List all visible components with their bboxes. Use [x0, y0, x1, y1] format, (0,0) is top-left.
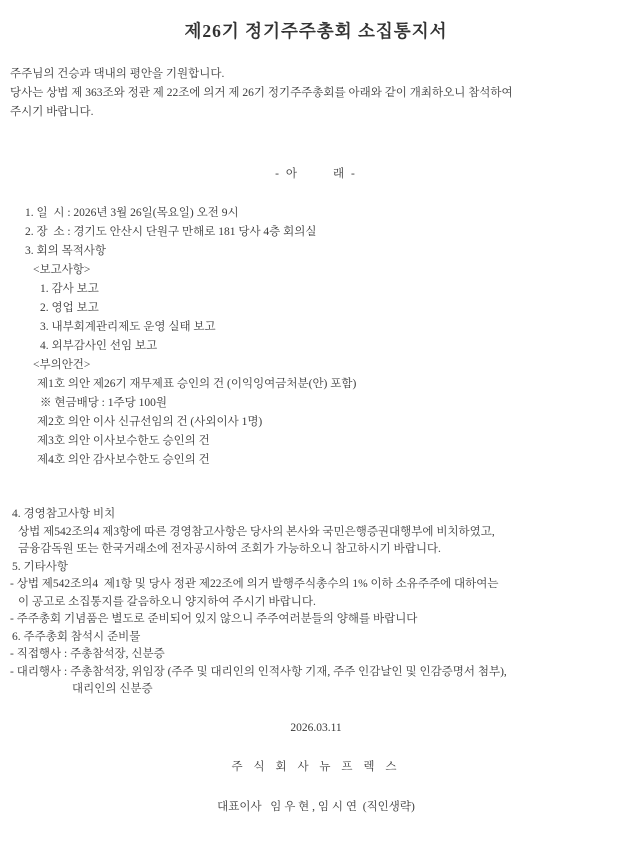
notice6-line-3: 대리인의 신분증: [72, 683, 153, 695]
notice5-line-3: - 주주총회 기념품은 별도로 준비되어 있지 않으니 주주여러분들의 양해를 바랍니다: [10, 613, 418, 625]
notices-section: [0, 506, 632, 699]
greeting-line-3: 주시기 바랍니다.: [10, 106, 94, 118]
greeting-line-2: 당사는 상법 제 363조와 정관 제 22조에 의거 제 26기 정기주주총회를 아래와 같이 개최하오니 참석하여: [10, 87, 513, 99]
notice5-line-2: 이 공고로 소집통지를 갈음하오니 양지하여 주시기 바랍니다.: [18, 595, 316, 608]
proposal-dividend-note: ※ 현금배당 : 1주당 100원: [40, 397, 167, 409]
report-section-header: <보고사항>: [33, 264, 91, 276]
report-item-business: 2. 영업 보고: [40, 302, 99, 314]
agenda-place: 2. 장 소 : 경기도 안산시 단원구 만해로 181 당사 4층 회의실: [25, 226, 317, 238]
proposal-item-2: 제2호 의안 이사 신규선임의 건 (사외이사 1명): [37, 416, 263, 428]
notice6-line-2: - 대리행사 : 주총참석장, 위임장 (주주 및 대리인의 인적사항 기재, 주주 인감날인 및 인감증명서 첨부),: [10, 665, 507, 678]
report-item-internal-accounting: 3. 내부회계관리제도 운영 실태 보고: [40, 321, 216, 333]
agenda-section: [0, 204, 632, 470]
agenda-purpose: 3. 회의 목적사항: [25, 245, 107, 257]
notice5-heading: 5. 기타사항: [12, 560, 68, 573]
notice6-heading: 6. 주주총회 참석시 준비물: [12, 630, 141, 643]
notice-date: 2026.03.11: [290, 721, 342, 734]
greeting-paragraph: [0, 65, 632, 122]
ceo-signature-line: 대표이사 임 우 현 , 임 시 연 (직인생략): [217, 800, 415, 813]
proposal-item-4: 제4호 의안 감사보수한도 승인의 건: [37, 454, 210, 466]
below-divider: - 아 래 -: [275, 168, 357, 180]
proposal-item-3: 제3호 의안 이사보수한도 승인의 건: [37, 435, 210, 447]
proposal-item-1: 제1호 의안 제26기 재무제표 승인의 건 (이익잉여금처분(안) 포함): [37, 378, 357, 390]
notice4-line-2: 금융감독원 또는 한국거래소에 전자공시하여 조회가 가능하오니 참고하시기 바랍니다.: [18, 543, 441, 555]
company-name: 주 식 회 사 뉴 프 렉 스: [231, 760, 401, 773]
document-title: 제26기 정기주주총회 소집통지서: [184, 21, 448, 41]
agenda-date-time: 1. 일 시 : 2026년 3월 26일(목요일) 오전 9시: [25, 207, 239, 219]
notice4-line-1: 상법 제542조의4 제3항에 따른 경영참고사항은 당사의 본사와 국민은행증권대행부에 비치하였고,: [18, 525, 495, 538]
report-item-audit: 1. 감사 보고: [40, 283, 99, 295]
proposal-section-header: <부의안건>: [33, 359, 91, 371]
notice6-line-1: - 직접행사 : 주총참석장, 신분증: [10, 648, 165, 660]
notice4-heading: 4. 경영참고사항 비치: [12, 508, 116, 520]
report-item-external-auditor: 4. 외부감사인 선임 보고: [40, 340, 158, 352]
greeting-line-1: 주주님의 건승과 댁내의 평안을 기원합니다.: [10, 68, 225, 80]
notice5-line-1: - 상법 제542조의4 제1항 및 당사 정관 제22조에 의거 발행주식총수의 1% 이하 소유주주에 대하여는: [10, 578, 499, 590]
